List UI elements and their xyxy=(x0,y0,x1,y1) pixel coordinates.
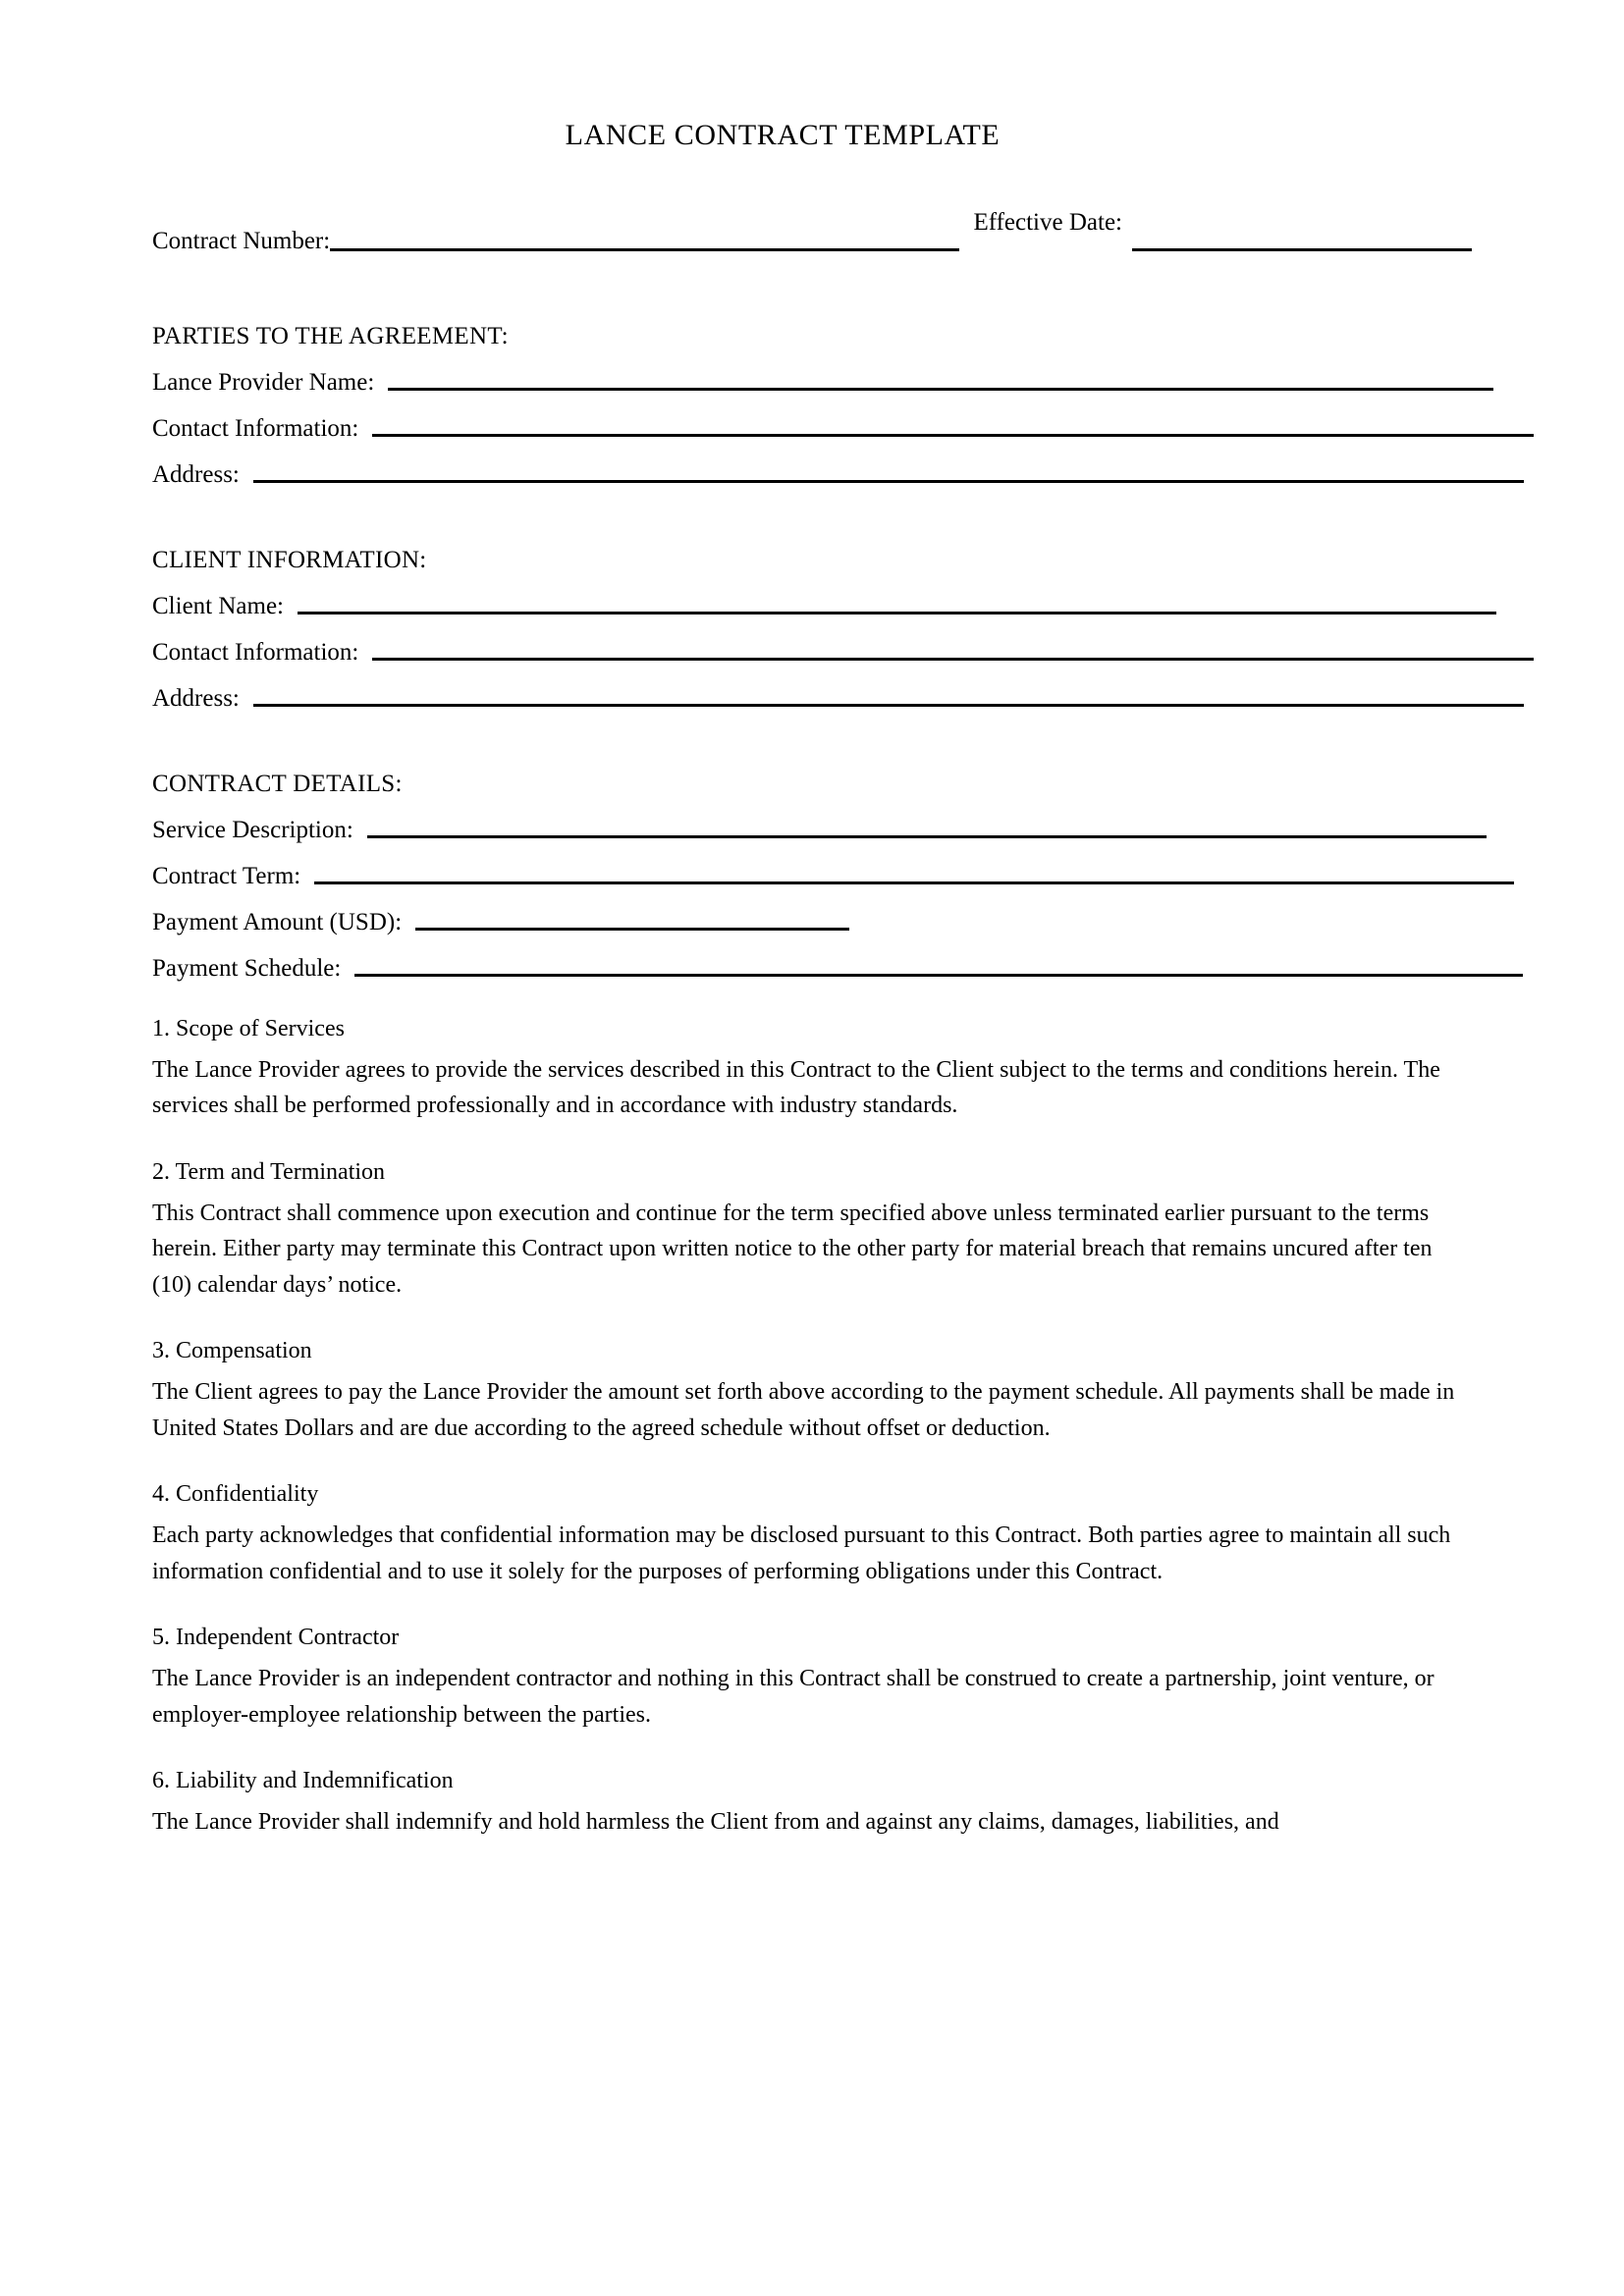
field-row-client-address xyxy=(152,665,1472,711)
clause-body: This Contract shall commence upon execution and continue for the term specified above unless terminated earlier pursuant to the terms herein. Either party may terminate this Contract upon written notice to the other party for material breach that remains uncured after ten (10) calendar days’ notice. xyxy=(152,1200,1433,1298)
label-lance-provider-name: Lance Provider Name: xyxy=(152,369,375,396)
contract-number-row xyxy=(152,209,1472,255)
label-payment-schedule: Payment Schedule: xyxy=(152,955,342,982)
clause-confidentiality xyxy=(152,1479,1472,1589)
clause-title: 2. Term and Termination xyxy=(152,1158,386,1185)
input-client-address[interactable] xyxy=(253,704,1524,707)
section-client-information xyxy=(152,526,1472,711)
clause-title: 4. Confidentiality xyxy=(152,1481,319,1508)
input-contract-term[interactable] xyxy=(314,881,1514,884)
effective-date-label: Effective Date: xyxy=(959,209,1132,237)
clauses-container xyxy=(152,1014,1472,1841)
input-payment-schedule[interactable] xyxy=(354,974,1523,977)
label-client-contact-information: Contact Information: xyxy=(152,639,359,666)
field-row-service-description xyxy=(152,796,1472,842)
clause-title: 6. Liability and Indemnification xyxy=(152,1768,454,1794)
label-payment-amount: Payment Amount (USD): xyxy=(152,909,403,935)
field-row-payment-schedule xyxy=(152,934,1472,981)
label-service-description: Service Description: xyxy=(152,817,353,843)
input-provider-contact-information[interactable] xyxy=(372,434,1534,437)
clause-body: The Lance Provider is an independent contractor and nothing in this Contract shall be construed to create a partnership, joint venture, or employer-employee relationship between the parties. xyxy=(152,1666,1435,1728)
clause-body: The Lance Provider agrees to provide the services described in this Contract to the Client subject to the terms and conditions herein. The services shall be performed professionally and in accordance with industry standards. xyxy=(152,1057,1440,1119)
page-title: LANCE CONTRACT TEMPLATE xyxy=(565,119,1001,151)
clause-body: The Lance Provider shall indemnify and hold harmless the Client from and against any claims, damages, liabilities, and xyxy=(152,1809,1279,1836)
contract-number-fill-line[interactable] xyxy=(330,209,959,255)
clause-body: Each party acknowledges that confidential information may be disclosed pursuant to this Contract. Both parties agree to maintain all such information confidential and to use it solely for the purposes of performing obligations under this Contract. xyxy=(152,1522,1451,1584)
input-service-description[interactable] xyxy=(367,835,1487,838)
input-provider-address[interactable] xyxy=(253,480,1524,483)
input-client-contact-information[interactable] xyxy=(372,658,1534,661)
clause-title: 5. Independent Contractor xyxy=(152,1625,400,1651)
label-contract-term: Contract Term: xyxy=(152,863,301,889)
field-row-provider-contact-information xyxy=(152,395,1472,441)
section-heading-contract-details: CONTRACT DETAILS: xyxy=(152,771,403,797)
section-heading-parties: PARTIES TO THE AGREEMENT: xyxy=(152,323,509,349)
label-client-address: Address: xyxy=(152,685,240,712)
field-row-contract-term xyxy=(152,842,1472,888)
clause-term-and-termination xyxy=(152,1157,1472,1303)
field-row-payment-amount xyxy=(152,888,1472,934)
clause-independent-contractor xyxy=(152,1623,1472,1733)
contract-number-label: Contract Number: xyxy=(152,228,331,254)
clause-compensation xyxy=(152,1336,1472,1446)
label-provider-address: Address: xyxy=(152,461,240,488)
section-contract-details xyxy=(152,750,1472,981)
clause-title: 1. Scope of Services xyxy=(152,1016,345,1041)
clause-title: 3. Compensation xyxy=(152,1338,312,1364)
effective-date-fill-line[interactable] xyxy=(1132,248,1472,251)
field-row-client-name xyxy=(152,572,1472,618)
label-provider-contact-information: Contact Information: xyxy=(152,415,359,442)
field-row-lance-provider-name xyxy=(152,348,1472,395)
section-parties xyxy=(152,302,1472,487)
input-client-name[interactable] xyxy=(298,612,1496,614)
clause-scope-of-services xyxy=(152,1014,1472,1124)
field-row-provider-address xyxy=(152,441,1472,487)
clause-liability-and-indemnification xyxy=(152,1766,1472,1840)
field-row-client-contact-information xyxy=(152,618,1472,665)
label-client-name: Client Name: xyxy=(152,593,284,619)
clause-body: The Client agrees to pay the Lance Provider the amount set forth above according to the payment schedule. All payments shall be made in United States Dollars and are due according to the agreed schedule without offset or deduction. xyxy=(152,1379,1455,1441)
section-heading-client-information: CLIENT INFORMATION: xyxy=(152,547,427,573)
input-payment-amount[interactable] xyxy=(415,928,849,931)
input-lance-provider-name[interactable] xyxy=(388,388,1493,391)
